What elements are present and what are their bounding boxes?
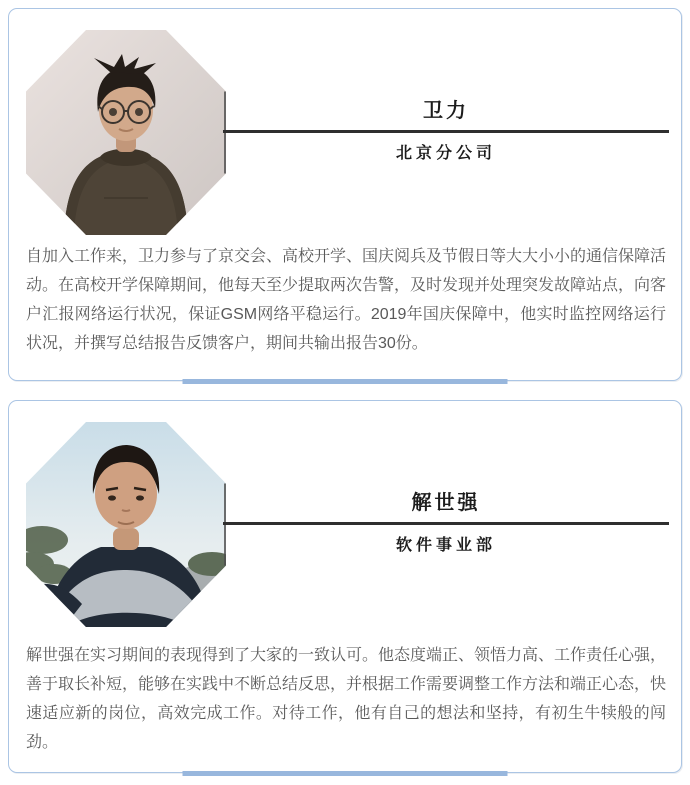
- employee-bio-text: 解世强在实习期间的表现得到了大家的一致认可。他态度端正、领悟力高、工作责任心强，善于取长补短，能够在实践中不断总结反思，并根据工作需要调整工作方法和端正心态，快速适应新的岗位，高效完成工作。对待工作，他有自己的想法和坚持，有初生牛犊般的闯劲。: [26, 647, 667, 751]
- profile-photo-octagon: [26, 422, 226, 627]
- profile-photo-octagon: [26, 30, 226, 235]
- name-divider-rule: [223, 522, 669, 525]
- profile-card-xieshiqiang: [8, 400, 682, 773]
- portrait-photo-icon: [26, 30, 226, 235]
- employee-name: 解世强: [411, 492, 481, 514]
- card-accent-bar: [183, 771, 508, 776]
- name-divider-rule: [223, 130, 669, 133]
- employee-department: 软件事业部: [395, 537, 496, 554]
- employee-department: 北京分公司: [395, 145, 496, 162]
- profile-card-weili: [8, 8, 682, 381]
- employee-name: 卫力: [423, 100, 469, 122]
- portrait-photo-icon: [26, 422, 226, 627]
- employee-bio-text: 自加入工作来，卫力参与了京交会、高校开学、国庆阅兵及节假日等大大小小的通信保障活动。在高校开学保障期间，他每天至少提取两次告警，及时发现并处理突发故障站点，向客户汇报网络运行状况，保证GSM网络平稳运行。2019年国庆保障中，他实时监控网络运行状况，并撰写总结报告反馈客户，期间共输出报告30份。: [26, 248, 667, 352]
- card-accent-bar: [183, 379, 508, 384]
